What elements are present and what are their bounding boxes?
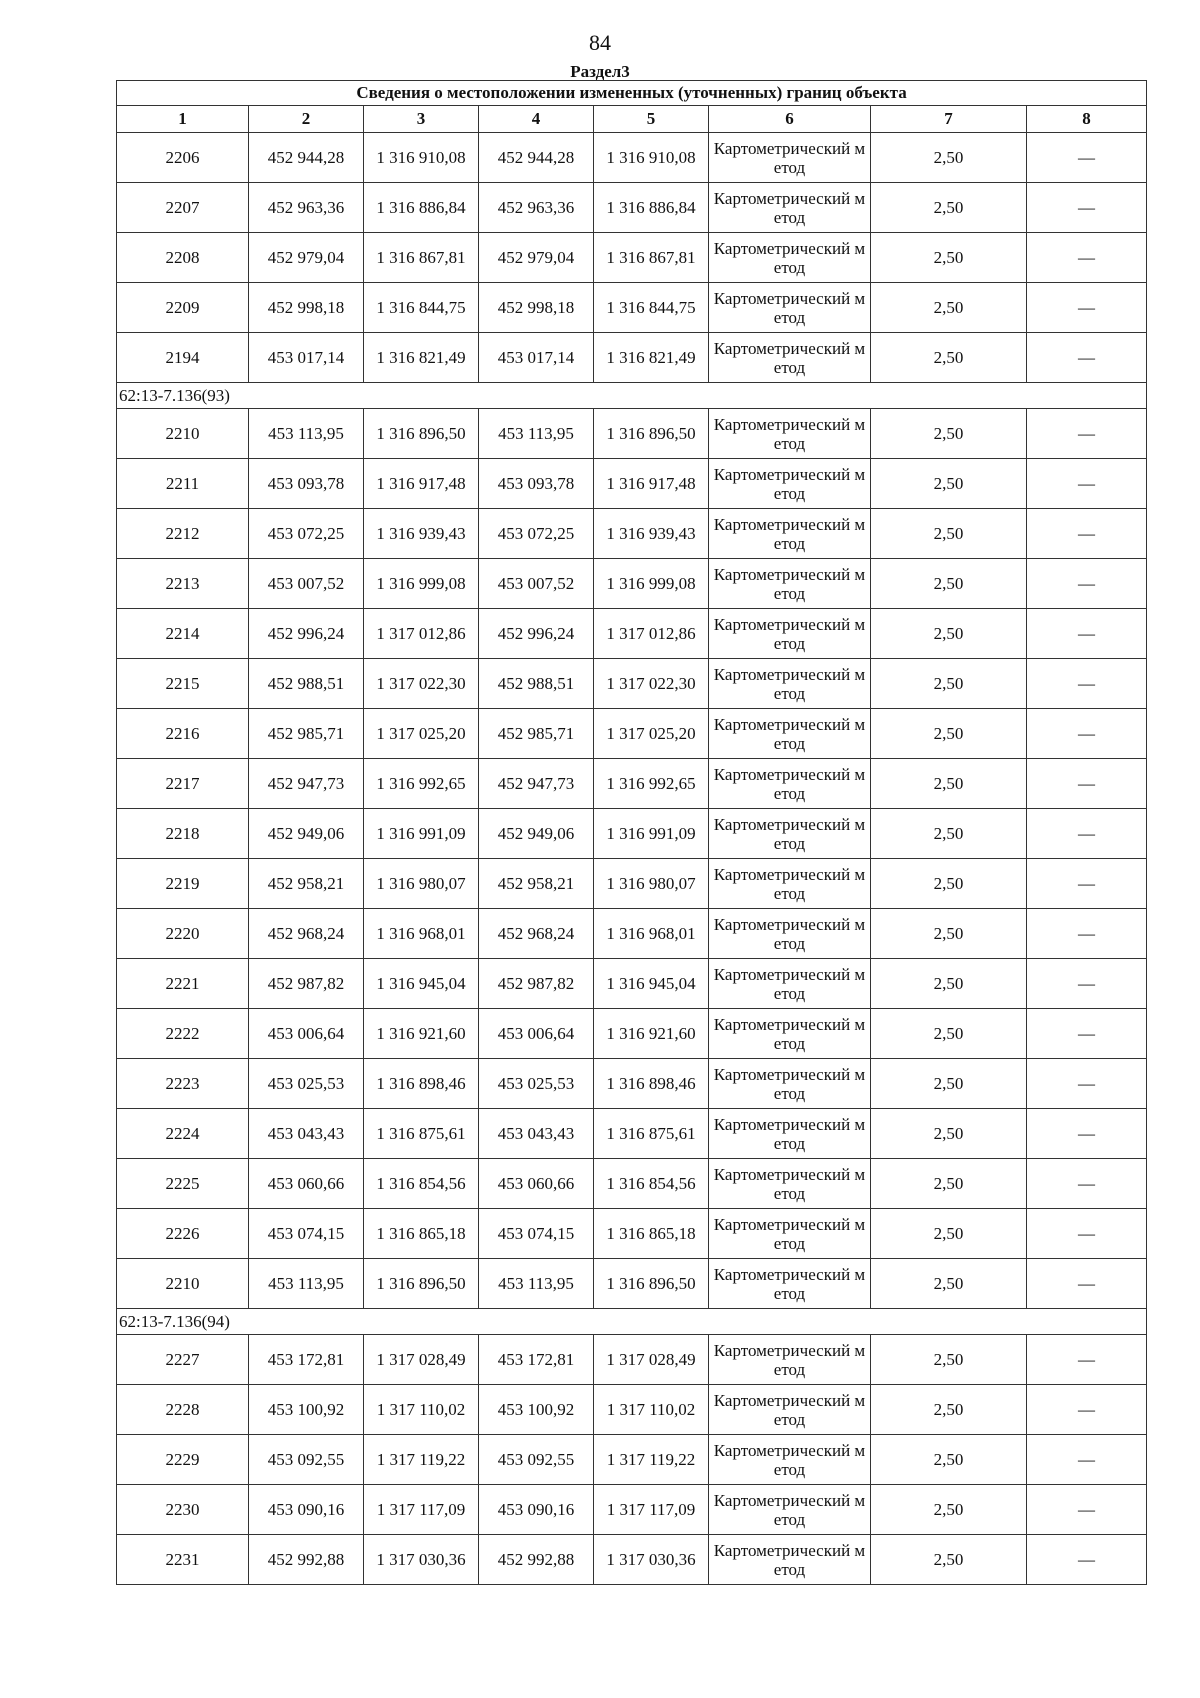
method-cell: Картометрический метод [709, 283, 871, 333]
y-new-cell: 1 317 028,49 [594, 1335, 709, 1385]
accuracy-cell: 2,50 [871, 233, 1027, 283]
y-new-cell: 1 317 022,30 [594, 659, 709, 709]
point-number-cell: 2220 [117, 909, 249, 959]
description-cell: — [1027, 1259, 1147, 1309]
accuracy-cell: 2,50 [871, 1209, 1027, 1259]
x-coordinate-cell: 452 985,71 [249, 709, 364, 759]
method-cell: Картометрический метод [709, 959, 871, 1009]
method-cell: Картометрический метод [709, 909, 871, 959]
accuracy-cell: 2,50 [871, 283, 1027, 333]
point-number-cell: 2217 [117, 759, 249, 809]
y-new-cell: 1 317 030,36 [594, 1535, 709, 1585]
method-cell: Картометрический метод [709, 1109, 871, 1159]
y-coordinate-cell: 1 316 821,49 [364, 333, 479, 383]
table-row [117, 1385, 1147, 1435]
y-coordinate-cell: 1 316 968,01 [364, 909, 479, 959]
table-row [117, 509, 1147, 559]
table-row [117, 959, 1147, 1009]
accuracy-cell: 2,50 [871, 1259, 1027, 1309]
accuracy-cell: 2,50 [871, 1335, 1027, 1385]
x-coordinate-cell: 453 090,16 [249, 1485, 364, 1535]
x-coordinate-cell: 453 113,95 [249, 409, 364, 459]
method-cell: Картометрический метод [709, 409, 871, 459]
x-new-cell: 453 007,52 [479, 559, 594, 609]
x-new-cell: 452 958,21 [479, 859, 594, 909]
method-cell: Картометрический метод [709, 1335, 871, 1385]
method-cell: Картометрический метод [709, 1485, 871, 1535]
y-new-cell: 1 316 968,01 [594, 909, 709, 959]
method-cell: Картометрический метод [709, 233, 871, 283]
column-number-header: 8 [1027, 106, 1147, 133]
y-new-cell: 1 316 945,04 [594, 959, 709, 1009]
x-new-cell: 452 944,28 [479, 133, 594, 183]
column-numbers-row [117, 106, 1147, 133]
method-cell: Картометрический метод [709, 1209, 871, 1259]
x-new-cell: 453 072,25 [479, 509, 594, 559]
y-new-cell: 1 317 110,02 [594, 1385, 709, 1435]
y-new-cell: 1 317 119,22 [594, 1435, 709, 1485]
y-new-cell: 1 316 844,75 [594, 283, 709, 333]
method-cell: Картометрический метод [709, 709, 871, 759]
y-coordinate-cell: 1 316 939,43 [364, 509, 479, 559]
x-coordinate-cell: 452 979,04 [249, 233, 364, 283]
x-new-cell: 453 100,92 [479, 1385, 594, 1435]
method-cell: Картометрический метод [709, 1159, 871, 1209]
table-row [117, 659, 1147, 709]
x-coordinate-cell: 452 996,24 [249, 609, 364, 659]
accuracy-cell: 2,50 [871, 1385, 1027, 1435]
y-new-cell: 1 316 991,09 [594, 809, 709, 859]
y-new-cell: 1 316 875,61 [594, 1109, 709, 1159]
x-new-cell: 453 093,78 [479, 459, 594, 509]
y-coordinate-cell: 1 316 921,60 [364, 1009, 479, 1059]
x-new-cell: 453 074,15 [479, 1209, 594, 1259]
x-coordinate-cell: 452 958,21 [249, 859, 364, 909]
y-coordinate-cell: 1 316 844,75 [364, 283, 479, 333]
description-cell: — [1027, 1535, 1147, 1585]
x-new-cell: 452 979,04 [479, 233, 594, 283]
x-coordinate-cell: 453 074,15 [249, 1209, 364, 1259]
description-cell: — [1027, 559, 1147, 609]
table-row [117, 1535, 1147, 1585]
x-coordinate-cell: 453 072,25 [249, 509, 364, 559]
x-coordinate-cell: 452 998,18 [249, 283, 364, 333]
description-cell: — [1027, 1159, 1147, 1209]
boundary-coordinates-table [116, 80, 1147, 1585]
y-coordinate-cell: 1 316 854,56 [364, 1159, 479, 1209]
x-coordinate-cell: 453 172,81 [249, 1335, 364, 1385]
y-coordinate-cell: 1 316 910,08 [364, 133, 479, 183]
y-new-cell: 1 317 012,86 [594, 609, 709, 659]
accuracy-cell: 2,50 [871, 1109, 1027, 1159]
table-row [117, 559, 1147, 609]
x-new-cell: 452 988,51 [479, 659, 594, 709]
section-title: Раздел3 [570, 62, 630, 81]
table-row [117, 233, 1147, 283]
table-body [117, 133, 1147, 1585]
x-new-cell: 452 996,24 [479, 609, 594, 659]
method-cell: Картометрический метод [709, 809, 871, 859]
x-new-cell: 452 947,73 [479, 759, 594, 809]
accuracy-cell: 2,50 [871, 333, 1027, 383]
point-number-cell: 2207 [117, 183, 249, 233]
accuracy-cell: 2,50 [871, 183, 1027, 233]
accuracy-cell: 2,50 [871, 959, 1027, 1009]
y-coordinate-cell: 1 316 992,65 [364, 759, 479, 809]
y-coordinate-cell: 1 316 867,81 [364, 233, 479, 283]
method-cell: Картометрический метод [709, 559, 871, 609]
point-number-cell: 2219 [117, 859, 249, 909]
table-row [117, 133, 1147, 183]
y-coordinate-cell: 1 316 945,04 [364, 959, 479, 1009]
y-new-cell: 1 316 921,60 [594, 1009, 709, 1059]
table-row [117, 759, 1147, 809]
point-number-cell: 2214 [117, 609, 249, 659]
description-cell: — [1027, 459, 1147, 509]
table-row [117, 1009, 1147, 1059]
table-row [117, 859, 1147, 909]
method-cell: Картометрический метод [709, 1059, 871, 1109]
y-new-cell: 1 316 854,56 [594, 1159, 709, 1209]
table-row [117, 459, 1147, 509]
point-number-cell: 2213 [117, 559, 249, 609]
point-number-cell: 2225 [117, 1159, 249, 1209]
accuracy-cell: 2,50 [871, 133, 1027, 183]
column-number-header: 1 [117, 106, 249, 133]
point-number-cell: 2228 [117, 1385, 249, 1435]
group-row [117, 1309, 1147, 1335]
accuracy-cell: 2,50 [871, 1009, 1027, 1059]
point-number-cell: 2218 [117, 809, 249, 859]
description-cell: — [1027, 1009, 1147, 1059]
y-coordinate-cell: 1 316 886,84 [364, 183, 479, 233]
y-new-cell: 1 316 992,65 [594, 759, 709, 809]
x-coordinate-cell: 452 987,82 [249, 959, 364, 1009]
x-coordinate-cell: 453 017,14 [249, 333, 364, 383]
description-cell: — [1027, 1335, 1147, 1385]
accuracy-cell: 2,50 [871, 709, 1027, 759]
y-coordinate-cell: 1 317 030,36 [364, 1535, 479, 1585]
description-cell: — [1027, 283, 1147, 333]
y-new-cell: 1 317 025,20 [594, 709, 709, 759]
point-number-cell: 2226 [117, 1209, 249, 1259]
description-cell: — [1027, 233, 1147, 283]
table-row [117, 1109, 1147, 1159]
description-cell: — [1027, 133, 1147, 183]
y-coordinate-cell: 1 316 865,18 [364, 1209, 479, 1259]
method-cell: Картометрический метод [709, 1009, 871, 1059]
table-row [117, 183, 1147, 233]
y-new-cell: 1 316 917,48 [594, 459, 709, 509]
column-number-header: 2 [249, 106, 364, 133]
y-coordinate-cell: 1 316 896,50 [364, 409, 479, 459]
point-number-cell: 2231 [117, 1535, 249, 1585]
x-new-cell: 453 043,43 [479, 1109, 594, 1159]
group-row [117, 383, 1147, 409]
y-new-cell: 1 316 896,50 [594, 1259, 709, 1309]
y-coordinate-cell: 1 317 025,20 [364, 709, 479, 759]
description-cell: — [1027, 183, 1147, 233]
point-number-cell: 2223 [117, 1059, 249, 1109]
group-label: 62:13-7.136(93) [117, 383, 1147, 409]
x-coordinate-cell: 452 944,28 [249, 133, 364, 183]
table-row [117, 409, 1147, 459]
accuracy-cell: 2,50 [871, 509, 1027, 559]
description-cell: — [1027, 709, 1147, 759]
x-coordinate-cell: 453 093,78 [249, 459, 364, 509]
point-number-cell: 2208 [117, 233, 249, 283]
accuracy-cell: 2,50 [871, 1485, 1027, 1535]
accuracy-cell: 2,50 [871, 1059, 1027, 1109]
y-coordinate-cell: 1 316 980,07 [364, 859, 479, 909]
y-new-cell: 1 316 939,43 [594, 509, 709, 559]
description-cell: — [1027, 759, 1147, 809]
point-number-cell: 2229 [117, 1435, 249, 1485]
y-new-cell: 1 316 898,46 [594, 1059, 709, 1109]
description-cell: — [1027, 1385, 1147, 1435]
point-number-cell: 2211 [117, 459, 249, 509]
method-cell: Картометрический метод [709, 859, 871, 909]
point-number-cell: 2222 [117, 1009, 249, 1059]
table-row [117, 333, 1147, 383]
table-row [117, 809, 1147, 859]
description-cell: — [1027, 1109, 1147, 1159]
x-coordinate-cell: 453 100,92 [249, 1385, 364, 1435]
description-cell: — [1027, 1209, 1147, 1259]
method-cell: Картометрический метод [709, 1259, 871, 1309]
x-new-cell: 452 998,18 [479, 283, 594, 333]
x-new-cell: 453 006,64 [479, 1009, 594, 1059]
method-cell: Картометрический метод [709, 759, 871, 809]
y-new-cell: 1 316 999,08 [594, 559, 709, 609]
point-number-cell: 2210 [117, 409, 249, 459]
accuracy-cell: 2,50 [871, 1159, 1027, 1209]
accuracy-cell: 2,50 [871, 409, 1027, 459]
x-new-cell: 453 060,66 [479, 1159, 594, 1209]
table-row [117, 1259, 1147, 1309]
table-row [117, 909, 1147, 959]
method-cell: Картометрический метод [709, 133, 871, 183]
y-coordinate-cell: 1 316 875,61 [364, 1109, 479, 1159]
description-cell: — [1027, 509, 1147, 559]
y-new-cell: 1 316 980,07 [594, 859, 709, 909]
x-coordinate-cell: 453 006,64 [249, 1009, 364, 1059]
method-cell: Картометрический метод [709, 1535, 871, 1585]
point-number-cell: 2216 [117, 709, 249, 759]
page-number: 84 [589, 30, 611, 55]
point-number-cell: 2230 [117, 1485, 249, 1535]
x-coordinate-cell: 453 113,95 [249, 1259, 364, 1309]
x-new-cell: 452 992,88 [479, 1535, 594, 1585]
y-new-cell: 1 316 821,49 [594, 333, 709, 383]
table-row [117, 283, 1147, 333]
x-coordinate-cell: 452 968,24 [249, 909, 364, 959]
x-coordinate-cell: 453 025,53 [249, 1059, 364, 1109]
accuracy-cell: 2,50 [871, 759, 1027, 809]
description-cell: — [1027, 909, 1147, 959]
x-coordinate-cell: 453 092,55 [249, 1435, 364, 1485]
description-cell: — [1027, 1059, 1147, 1109]
table-row [117, 1435, 1147, 1485]
accuracy-cell: 2,50 [871, 859, 1027, 909]
method-cell: Картометрический метод [709, 1435, 871, 1485]
description-cell: — [1027, 959, 1147, 1009]
method-cell: Картометрический метод [709, 459, 871, 509]
accuracy-cell: 2,50 [871, 1535, 1027, 1585]
point-number-cell: 2224 [117, 1109, 249, 1159]
accuracy-cell: 2,50 [871, 1435, 1027, 1485]
point-number-cell: 2212 [117, 509, 249, 559]
description-cell: — [1027, 859, 1147, 909]
point-number-cell: 2194 [117, 333, 249, 383]
x-new-cell: 452 987,82 [479, 959, 594, 1009]
x-new-cell: 452 949,06 [479, 809, 594, 859]
description-cell: — [1027, 609, 1147, 659]
point-number-cell: 2210 [117, 1259, 249, 1309]
y-new-cell: 1 316 896,50 [594, 409, 709, 459]
table-row [117, 1159, 1147, 1209]
y-coordinate-cell: 1 317 012,86 [364, 609, 479, 659]
x-coordinate-cell: 452 949,06 [249, 809, 364, 859]
x-coordinate-cell: 453 060,66 [249, 1159, 364, 1209]
accuracy-cell: 2,50 [871, 609, 1027, 659]
method-cell: Картометрический метод [709, 1385, 871, 1435]
y-new-cell: 1 316 910,08 [594, 133, 709, 183]
x-new-cell: 452 985,71 [479, 709, 594, 759]
point-number-cell: 2206 [117, 133, 249, 183]
point-number-cell: 2227 [117, 1335, 249, 1385]
description-cell: — [1027, 333, 1147, 383]
column-number-header: 5 [594, 106, 709, 133]
y-coordinate-cell: 1 316 896,50 [364, 1259, 479, 1309]
description-cell: — [1027, 809, 1147, 859]
table-row [117, 1335, 1147, 1385]
method-cell: Картометрический метод [709, 509, 871, 559]
method-cell: Картометрический метод [709, 609, 871, 659]
table-row [117, 609, 1147, 659]
x-new-cell: 452 963,36 [479, 183, 594, 233]
description-cell: — [1027, 659, 1147, 709]
x-coordinate-cell: 453 043,43 [249, 1109, 364, 1159]
accuracy-cell: 2,50 [871, 559, 1027, 609]
table-row [117, 1059, 1147, 1109]
y-coordinate-cell: 1 316 991,09 [364, 809, 479, 859]
x-coordinate-cell: 452 963,36 [249, 183, 364, 233]
method-cell: Картометрический метод [709, 183, 871, 233]
point-number-cell: 2221 [117, 959, 249, 1009]
y-coordinate-cell: 1 316 999,08 [364, 559, 479, 609]
column-number-header: 6 [709, 106, 871, 133]
y-new-cell: 1 316 865,18 [594, 1209, 709, 1259]
description-cell: — [1027, 1485, 1147, 1535]
y-new-cell: 1 316 886,84 [594, 183, 709, 233]
point-number-cell: 2215 [117, 659, 249, 709]
accuracy-cell: 2,50 [871, 659, 1027, 709]
x-coordinate-cell: 453 007,52 [249, 559, 364, 609]
y-coordinate-cell: 1 316 898,46 [364, 1059, 479, 1109]
description-cell: — [1027, 409, 1147, 459]
accuracy-cell: 2,50 [871, 809, 1027, 859]
accuracy-cell: 2,50 [871, 909, 1027, 959]
column-number-header: 4 [479, 106, 594, 133]
y-coordinate-cell: 1 317 119,22 [364, 1435, 479, 1485]
x-new-cell: 453 017,14 [479, 333, 594, 383]
group-label: 62:13-7.136(94) [117, 1309, 1147, 1335]
y-new-cell: 1 316 867,81 [594, 233, 709, 283]
y-coordinate-cell: 1 316 917,48 [364, 459, 479, 509]
column-number-header: 7 [871, 106, 1027, 133]
method-cell: Картометрический метод [709, 333, 871, 383]
x-new-cell: 452 968,24 [479, 909, 594, 959]
x-new-cell: 453 113,95 [479, 1259, 594, 1309]
x-new-cell: 453 090,16 [479, 1485, 594, 1535]
description-cell: — [1027, 1435, 1147, 1485]
table-row [117, 709, 1147, 759]
x-new-cell: 453 092,55 [479, 1435, 594, 1485]
table-row [117, 1485, 1147, 1535]
point-number-cell: 2209 [117, 283, 249, 333]
table-caption: Сведения о местоположении измененных (уточненных) границ объекта [117, 81, 1147, 106]
y-coordinate-cell: 1 317 028,49 [364, 1335, 479, 1385]
x-coordinate-cell: 452 992,88 [249, 1535, 364, 1585]
x-new-cell: 453 172,81 [479, 1335, 594, 1385]
y-new-cell: 1 317 117,09 [594, 1485, 709, 1535]
column-number-header: 3 [364, 106, 479, 133]
x-new-cell: 453 113,95 [479, 409, 594, 459]
method-cell: Картометрический метод [709, 659, 871, 709]
x-coordinate-cell: 452 988,51 [249, 659, 364, 709]
x-coordinate-cell: 452 947,73 [249, 759, 364, 809]
accuracy-cell: 2,50 [871, 459, 1027, 509]
x-new-cell: 453 025,53 [479, 1059, 594, 1109]
y-coordinate-cell: 1 317 110,02 [364, 1385, 479, 1435]
y-coordinate-cell: 1 317 117,09 [364, 1485, 479, 1535]
table-row [117, 1209, 1147, 1259]
y-coordinate-cell: 1 317 022,30 [364, 659, 479, 709]
